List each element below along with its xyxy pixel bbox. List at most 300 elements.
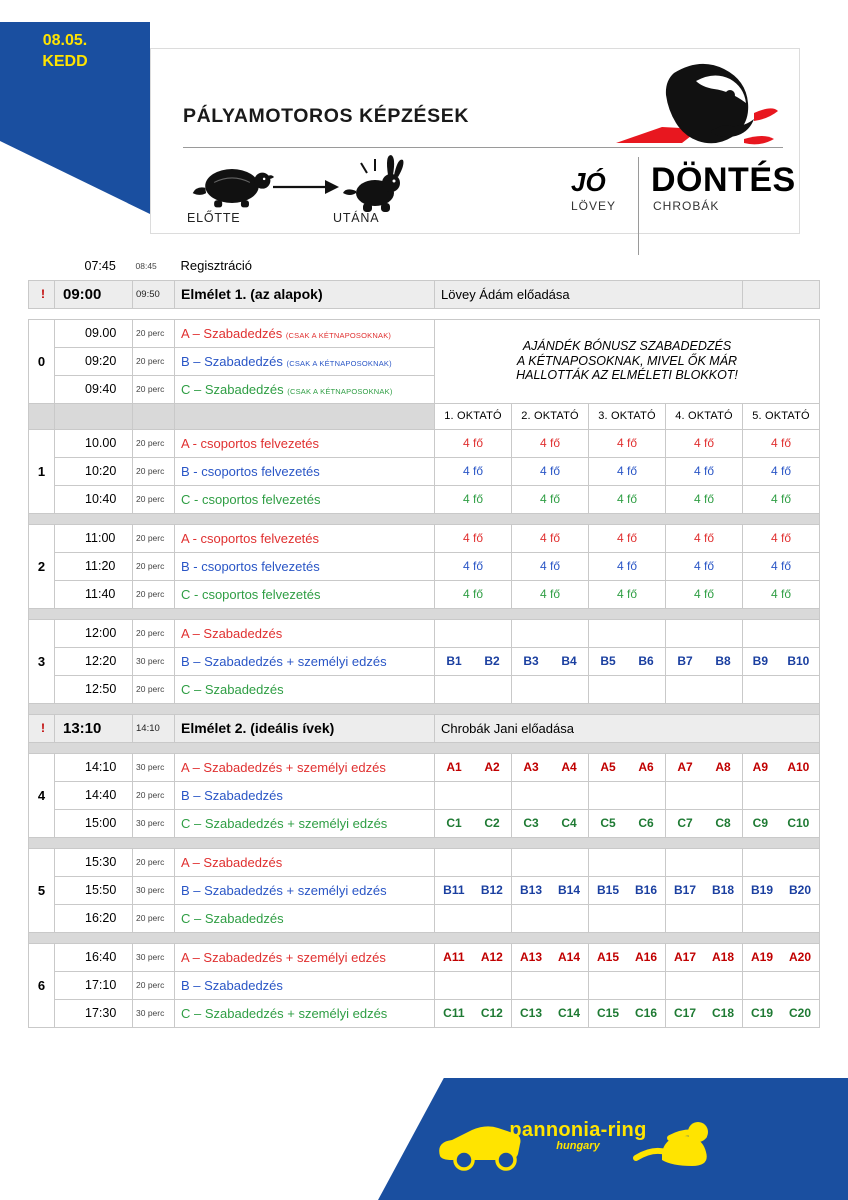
banner-title: PÁLYAMOTOROS KÉPZÉSEK: [183, 105, 470, 127]
table-row-b5-c: [29, 904, 820, 932]
motorcycle-logo-icon: [604, 55, 779, 155]
b6-a-time-value: 16:40: [85, 950, 117, 964]
b2-c-min: [133, 580, 175, 608]
b3-c-i4: [666, 675, 743, 703]
b0-c-time: [55, 375, 133, 403]
block-number-1-value: 1: [37, 463, 46, 479]
block-number-3-value: 3: [37, 653, 46, 669]
b6-c-min-value: 30 perc: [136, 1008, 165, 1018]
b6-c-i4: [666, 999, 743, 1027]
reg-desc-value: Regisztráció: [180, 258, 253, 274]
lecture1-desc: [175, 280, 435, 308]
b3-b-i3-pair: [589, 654, 665, 668]
b4-b-min: [133, 781, 175, 809]
b2-a-desc: [175, 524, 435, 552]
b3-b-i5-pair: [743, 654, 819, 668]
b4-c-i2-pair: [512, 816, 588, 830]
b1-c-i5-value: 4 fő: [770, 492, 791, 506]
b1-b-min-value: 20 perc: [136, 466, 165, 476]
table-row-b4-b: [29, 781, 820, 809]
divider-cell-4: [29, 742, 820, 753]
b0-b-group: B – Szabadedzés: [181, 353, 283, 369]
b2-a-time-value: 11:00: [85, 531, 116, 545]
b5-b-i1: [435, 876, 512, 904]
b3-a-i4: [666, 619, 743, 647]
b0-a-time: [55, 319, 133, 347]
slot: B7: [677, 654, 693, 668]
instructor-4-header: [666, 403, 743, 429]
b0-c-desc: [175, 375, 435, 403]
b1-c-i3: [589, 485, 666, 513]
brand-jo: JÓ: [571, 167, 606, 197]
instructor-2-label: 2. OKTATÓ: [521, 410, 579, 422]
bonus-note: [435, 319, 820, 403]
b5-a-desc: [175, 848, 435, 876]
b5-b-time-value: 15:50: [85, 883, 117, 897]
b4-c-time: [55, 809, 133, 837]
b1-b-i1: [435, 457, 512, 485]
block-number-2-value: 2: [37, 558, 46, 574]
b6-b-min: [133, 971, 175, 999]
b3-b-desc-value: B – Szabadedzés + személyi edzés: [181, 653, 387, 669]
b4-b-i1: [435, 781, 512, 809]
b1-c-desc-value: C - csoportos felvezetés: [181, 491, 321, 507]
lecture2-min-value: 14:10: [136, 722, 160, 734]
schedule-table: [28, 252, 820, 1028]
divider-row-1: [29, 513, 820, 524]
b0-a-min: [133, 319, 175, 347]
b1-a-i2-value: 4 fő: [539, 436, 560, 450]
slot: C16: [634, 1006, 657, 1020]
lecture1-min-value: 09:50: [136, 288, 160, 300]
b6-b-i5: [743, 971, 820, 999]
label-after: UTÁNA: [333, 211, 380, 225]
slot: A12: [480, 950, 503, 964]
b6-c-i1-pair: [435, 1006, 511, 1020]
slot: A11: [443, 950, 465, 964]
b5-c-min-value: 20 perc: [136, 913, 165, 923]
b0-c-min-value: 20 perc: [136, 384, 165, 394]
slot: B15: [596, 883, 619, 897]
footer-logo-main: pannonia-ring: [509, 1119, 647, 1141]
b1-c-min: [133, 485, 175, 513]
b3-c-i1: [435, 675, 512, 703]
table-row-b4-c: [29, 809, 820, 837]
page-footer: [0, 1078, 848, 1200]
b4-c-i3-pair: [589, 816, 665, 830]
table-row-b5-a: [29, 848, 820, 876]
bonus-line-1: AJÁNDÉK BÓNUSZ SZABADEDZÉS: [522, 339, 732, 354]
b1-c-i1-value: 4 fő: [462, 492, 483, 506]
slot: A5: [600, 760, 616, 774]
slot: C11: [443, 1006, 465, 1020]
title-banner: [150, 48, 800, 234]
b2-c-desc: [175, 580, 435, 608]
b5-a-i5: [743, 848, 820, 876]
b1-a-time-value: 10.00: [85, 436, 117, 450]
slot: C9: [752, 816, 768, 830]
b4-c-min: [133, 809, 175, 837]
b3-c-i2: [512, 675, 589, 703]
b6-a-min: [133, 943, 175, 971]
b5-b-i3: [589, 876, 666, 904]
slot: B11: [443, 883, 465, 897]
b4-a-i1: [435, 753, 512, 781]
b3-c-time: [55, 675, 133, 703]
b3-a-desc-value: A – Szabadedzés: [181, 625, 283, 641]
slot: B19: [750, 883, 773, 897]
slot: C17: [673, 1006, 696, 1020]
instructor-1-header: [435, 403, 512, 429]
brand-jo-subtitle: LÖVEY: [571, 199, 617, 213]
date-day: 08.05.: [42, 32, 88, 49]
turtle-icon: [187, 161, 277, 211]
b3-b-time-value: 12:20: [85, 654, 117, 668]
b6-c-i3-pair: [589, 1006, 665, 1020]
b2-a-min-value: 20 perc: [136, 533, 165, 543]
b4-a-min: [133, 753, 175, 781]
b5-b-i2-pair: [512, 883, 588, 897]
instructor-3-label: 3. OKTATÓ: [598, 410, 656, 422]
b3-a-time: [55, 619, 133, 647]
b4-b-i4: [666, 781, 743, 809]
b4-c-min-value: 30 perc: [136, 818, 165, 828]
table-row-b2-b: [29, 552, 820, 580]
b6-b-i2: [512, 971, 589, 999]
lecture2-bang-cell: [29, 714, 55, 742]
slot: C19: [750, 1006, 773, 1020]
b3-a-min: [133, 619, 175, 647]
lecture1-min: [133, 280, 175, 308]
lecture1-time-value: 09:00: [63, 285, 102, 303]
divider-cell-2: [29, 608, 820, 619]
b2-b-i1: [435, 552, 512, 580]
b1-b-i5: [743, 457, 820, 485]
slot: C12: [480, 1006, 503, 1020]
b4-a-i4-pair: [666, 760, 742, 774]
bonus-line-3: HALLOTTÁK AZ ELMÉLETI BLOKKOT!: [516, 368, 738, 383]
slot: A15: [596, 950, 619, 964]
b6-a-i2: [512, 943, 589, 971]
lecture2-presenter-value: Chrobák Jani előadása: [441, 720, 574, 736]
b1-c-time-value: 10:40: [85, 492, 117, 506]
b0-c-min: [133, 375, 175, 403]
b2-c-i1: [435, 580, 512, 608]
table-row-b4-a: [29, 753, 820, 781]
instructor-2-header: [512, 403, 589, 429]
b2-c-i3: [589, 580, 666, 608]
block-number-6-value: 6: [37, 977, 46, 993]
slot: C18: [711, 1006, 734, 1020]
block-number-2: [29, 524, 55, 608]
slot: B4: [561, 654, 577, 668]
b1-b-desc-value: B - csoportos felvezetés: [181, 463, 320, 479]
b5-c-i4: [666, 904, 743, 932]
slot: B1: [446, 654, 462, 668]
spacer-row: [29, 308, 820, 319]
b3-a-i2: [512, 619, 589, 647]
slot: A17: [673, 950, 696, 964]
slot: A8: [715, 760, 731, 774]
b3-a-min-value: 20 perc: [136, 628, 165, 638]
table-row-lecture-2: [29, 714, 820, 742]
b6-c-desc-value: C – Szabadedzés + személyi edzés: [181, 1005, 388, 1021]
b2-c-i5-value: 4 fő: [770, 587, 791, 601]
slot: A14: [557, 950, 580, 964]
b5-b-desc-value: B – Szabadedzés + személyi edzés: [181, 882, 387, 898]
b3-b-min-value: 30 perc: [136, 656, 165, 666]
ih-desc: [175, 403, 435, 429]
brand-dontes: DÖNTÉS: [651, 161, 796, 199]
table-row-b1-b: [29, 457, 820, 485]
b2-c-desc-value: C - csoportos felvezetés: [181, 586, 321, 602]
b6-a-time: [55, 943, 133, 971]
b5-b-i2: [512, 876, 589, 904]
b1-b-i1-value: 4 fő: [462, 464, 483, 478]
slot: A9: [752, 760, 768, 774]
b1-b-i4-value: 4 fő: [693, 464, 714, 478]
b4-a-i2-pair: [512, 760, 588, 774]
b6-b-time-value: 17:10: [85, 978, 117, 992]
b4-a-desc: [175, 753, 435, 781]
b0-c-desc-value: [175, 382, 434, 397]
b5-b-i5: [743, 876, 820, 904]
slot: B20: [788, 883, 811, 897]
lecture2-desc: [175, 714, 435, 742]
b3-c-time-value: 12:50: [85, 682, 117, 696]
b4-b-min-value: 20 perc: [136, 790, 165, 800]
b1-b-min: [133, 457, 175, 485]
b0-a-group: A – Szabadedzés: [181, 325, 283, 341]
b2-a-i4: [666, 524, 743, 552]
b0-c-group: C – Szabadedzés: [181, 381, 284, 397]
b6-b-desc-value: B – Szabadedzés: [181, 977, 283, 993]
b2-b-i5-value: 4 fő: [770, 559, 791, 573]
reg-min: [133, 252, 175, 280]
slot: C4: [561, 816, 577, 830]
b0-c-note: (CSAK A KÉTNAPOSOKNAK): [287, 386, 393, 396]
footer-logo-text: [478, 1119, 678, 1152]
instructor-3-header: [589, 403, 666, 429]
b5-b-i4-pair: [666, 883, 742, 897]
b2-a-min: [133, 524, 175, 552]
b2-c-i1-value: 4 fő: [462, 587, 483, 601]
b1-c-min-value: 20 perc: [136, 494, 165, 504]
table-row-b6-c: [29, 999, 820, 1027]
b6-b-i1: [435, 971, 512, 999]
b0-b-time-value: 09:20: [85, 354, 117, 368]
slot: A4: [561, 760, 577, 774]
slot: C5: [600, 816, 616, 830]
b2-b-i4: [666, 552, 743, 580]
b1-a-i1: [435, 429, 512, 457]
b6-c-desc: [175, 999, 435, 1027]
slot: A20: [788, 950, 811, 964]
b1-c-i4-value: 4 fő: [693, 492, 714, 506]
slot: A3: [523, 760, 539, 774]
b4-a-i3: [589, 753, 666, 781]
b2-b-i1-value: 4 fő: [462, 559, 483, 573]
b3-a-i1: [435, 619, 512, 647]
b1-b-desc: [175, 457, 435, 485]
table-row-b6-b: [29, 971, 820, 999]
bonus-text: [435, 339, 819, 382]
b6-b-min-value: 20 perc: [136, 980, 165, 990]
b2-b-i4-value: 4 fő: [693, 559, 714, 573]
b4-c-i4: [666, 809, 743, 837]
b5-c-desc: [175, 904, 435, 932]
table-row-b3-b: [29, 647, 820, 675]
b4-a-time-value: 14:10: [85, 760, 117, 774]
slot: C3: [523, 816, 539, 830]
table-row-b2-c: [29, 580, 820, 608]
date-flag-text: [0, 30, 130, 72]
b3-c-min-value: 20 perc: [136, 684, 165, 694]
b5-c-time: [55, 904, 133, 932]
reg-desc: [175, 252, 435, 280]
b1-b-time: [55, 457, 133, 485]
divider-cell-1: [29, 513, 820, 524]
slot: B13: [519, 883, 542, 897]
b3-b-i3: [589, 647, 666, 675]
b1-c-i1: [435, 485, 512, 513]
b1-a-i5: [743, 429, 820, 457]
block-number-6: [29, 943, 55, 1027]
b1-a-i1-value: 4 fő: [462, 436, 483, 450]
bonus-line-2: A KÉTNAPOSOKNAK, MIVEL ŐK MÁR: [516, 353, 738, 368]
slot: C13: [519, 1006, 542, 1020]
table-row-b2-a: [29, 524, 820, 552]
b5-a-i4: [666, 848, 743, 876]
slot: C2: [484, 816, 500, 830]
b6-a-i1-pair: [435, 950, 511, 964]
b6-a-desc: [175, 943, 435, 971]
b6-c-i5-pair: [743, 1006, 819, 1020]
table-row-b3-c: [29, 675, 820, 703]
slot: A1: [446, 760, 462, 774]
page-header: [0, 0, 848, 238]
b5-a-min-value: 20 perc: [136, 857, 165, 867]
b4-c-i2: [512, 809, 589, 837]
slot: B3: [523, 654, 539, 668]
b4-c-i5: [743, 809, 820, 837]
slot: C14: [557, 1006, 580, 1020]
b4-c-i3: [589, 809, 666, 837]
b3-b-min: [133, 647, 175, 675]
block-number-5: [29, 848, 55, 932]
b3-b-i1-pair: [435, 654, 511, 668]
slot: C6: [638, 816, 654, 830]
b5-c-i5: [743, 904, 820, 932]
slot: B6: [638, 654, 654, 668]
block-number-3: [29, 619, 55, 703]
b4-c-i4-pair: [666, 816, 742, 830]
b5-a-time-value: 15:30: [85, 855, 117, 869]
b4-c-desc: [175, 809, 435, 837]
instructor-4-label: 4. OKTATÓ: [675, 410, 733, 422]
b2-b-time-value: 11:20: [85, 559, 116, 573]
block-number-5-value: 5: [37, 882, 46, 898]
ih-time: [55, 403, 133, 429]
divider-row-5: [29, 837, 820, 848]
b0-b-desc-value: [175, 354, 434, 369]
b3-b-i1: [435, 647, 512, 675]
b6-b-desc: [175, 971, 435, 999]
schedule-sheet: [28, 252, 820, 1028]
brand-dontes-subtitle: CHROBÁK: [653, 199, 720, 213]
b1-a-time: [55, 429, 133, 457]
footer-logo-sub: hungary: [556, 1140, 600, 1152]
b6-c-time-value: 17:30: [85, 1006, 117, 1020]
b2-a-i2: [512, 524, 589, 552]
lecture2-desc-value: Elmélet 2. (ideális ívek): [181, 720, 335, 736]
b1-c-i3-value: 4 fő: [616, 492, 637, 506]
lecture1-time: [55, 280, 133, 308]
b6-b-i4: [666, 971, 743, 999]
block-number-1: [29, 429, 55, 513]
b6-b-time: [55, 971, 133, 999]
b0-a-desc: [175, 319, 435, 347]
b6-a-i1: [435, 943, 512, 971]
slot: B10: [787, 654, 810, 668]
b1-c-i4: [666, 485, 743, 513]
reg-time-value: 07:45: [84, 258, 116, 273]
block-number-4-value: 4: [37, 787, 46, 803]
b2-b-time: [55, 552, 133, 580]
b3-b-i2-pair: [512, 654, 588, 668]
b6-c-i3: [589, 999, 666, 1027]
slot: A6: [638, 760, 654, 774]
slot: C10: [787, 816, 810, 830]
b6-c-i1: [435, 999, 512, 1027]
b1-b-i4: [666, 457, 743, 485]
b3-b-desc: [175, 647, 435, 675]
b6-c-i4-pair: [666, 1006, 742, 1020]
spacer-cell: [29, 308, 820, 319]
rabbit-icon: [341, 153, 411, 215]
b5-c-i1: [435, 904, 512, 932]
b2-c-time-value: 11:40: [85, 587, 116, 601]
b5-b-min: [133, 876, 175, 904]
b4-c-desc-value: C – Szabadedzés + személyi edzés: [181, 815, 388, 831]
b5-b-desc: [175, 876, 435, 904]
slot: C20: [788, 1006, 811, 1020]
lecture1-presenter: [435, 280, 743, 308]
table-row-registration: [29, 252, 820, 280]
b5-a-time: [55, 848, 133, 876]
b4-a-desc-value: A – Szabadedzés + személyi edzés: [181, 759, 386, 775]
b1-a-min: [133, 429, 175, 457]
b1-c-desc: [175, 485, 435, 513]
b3-c-desc: [175, 675, 435, 703]
b1-a-min-value: 20 perc: [136, 438, 165, 448]
b5-b-i3-pair: [589, 883, 665, 897]
b2-c-i2-value: 4 fő: [539, 587, 560, 601]
lecture1-bang-cell: [29, 280, 55, 308]
slot: B12: [480, 883, 503, 897]
table-row-b3-a: [29, 619, 820, 647]
reg-rest: [435, 252, 820, 280]
b4-b-i2: [512, 781, 589, 809]
b4-a-i2: [512, 753, 589, 781]
b0-b-min-value: 20 perc: [136, 356, 165, 366]
b4-c-time-value: 15:00: [85, 816, 117, 830]
slot: A16: [634, 950, 657, 964]
b2-b-desc-value: B - csoportos felvezetés: [181, 558, 320, 574]
b2-b-i3-value: 4 fő: [616, 559, 637, 573]
b1-a-i5-value: 4 fő: [770, 436, 791, 450]
b2-c-min-value: 20 perc: [136, 589, 165, 599]
